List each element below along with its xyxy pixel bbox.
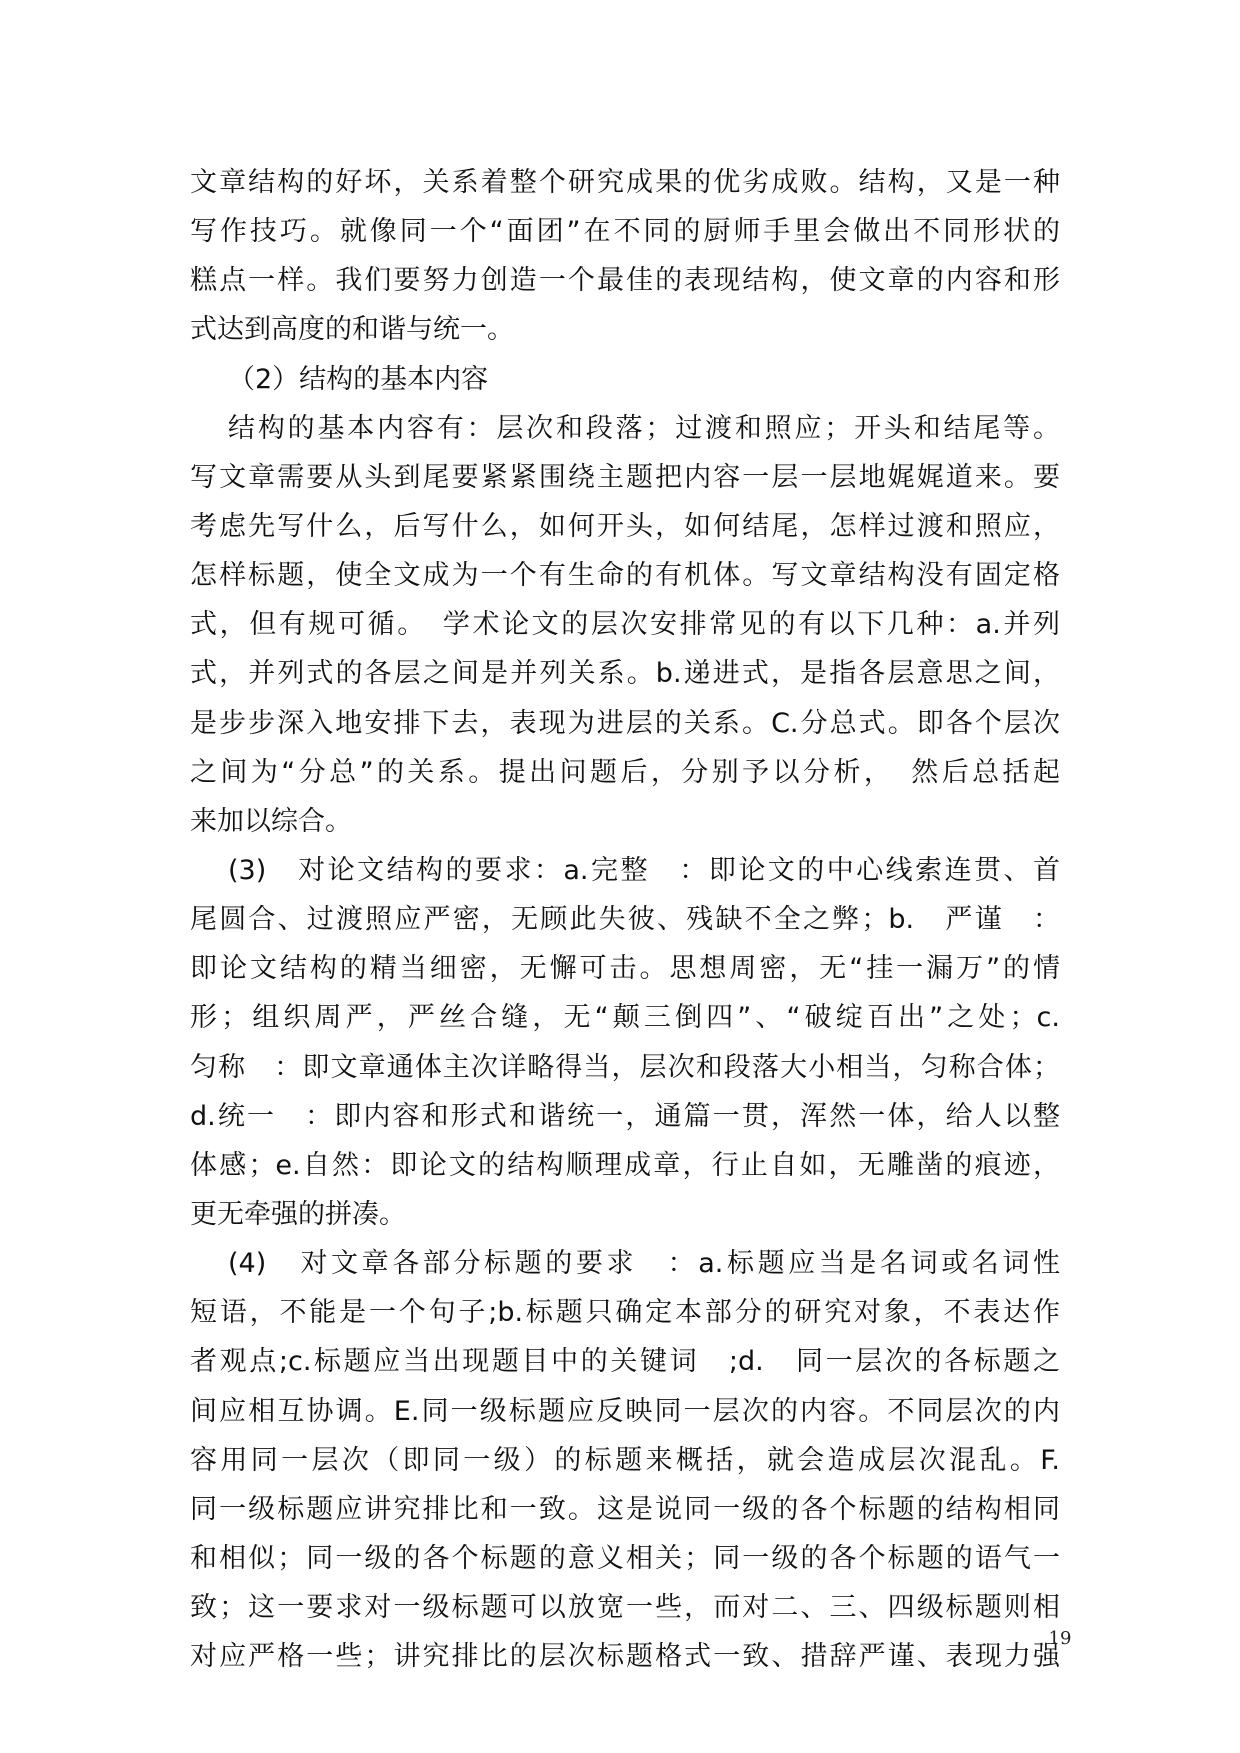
- text-line: 形；组织周严，严丝合缝，无“颠三倒四”、“破绽百出”之处；c.: [190, 1002, 1060, 1034]
- text-line: 怎样标题，使全文成为一个有生命的有机体。写文章结构没有固定格: [190, 560, 1060, 592]
- text-line: 更无牵强的拼凑。: [190, 1198, 406, 1230]
- text-line: 结构的基本内容有：层次和段落；过渡和照应；开头和结尾等。: [228, 412, 1060, 444]
- text-line: 写作技巧。就像同一个“面团”在不同的厨师手里会做出不同形状的: [190, 216, 1060, 248]
- text-line: （2）结构的基本内容: [228, 363, 489, 395]
- text-line: 短语，不能是一个句子;b.标题只确定本部分的研究对象，不表达作: [190, 1297, 1060, 1329]
- text-line: 文章结构的好坏，关系着整个研究成果的优劣成败。结构，又是一种: [190, 167, 1060, 198]
- text-line: 致；这一要求对一级标题可以放宽一些，而对二、三、四级标题则相: [190, 1592, 1060, 1624]
- text-line: 容用同一层次（即同一级）的标题来概括，就会造成层次混乱。F.: [190, 1444, 1060, 1476]
- text-line: 式达到高度的和谐与统一。: [190, 314, 514, 346]
- text-line: 考虑先写什么，后写什么，如何开头，如何结尾，怎样过渡和照应，: [190, 510, 1060, 542]
- text-line: 尾圆合、过渡照应严密，无顾此失彼、残缺不全之弊；b. 严谨 ：: [190, 904, 1060, 936]
- text-line: (3) 对论文结构的要求：a.完整 ：即论文的中心线索连贯、首: [228, 854, 1060, 886]
- text-line: (4) 对文章各部分标题的要求 ：a.标题应当是名词或名词性: [228, 1248, 1060, 1280]
- text-line: 式，并列式的各层之间是并列关系。b.递进式，是指各层意思之间，: [190, 658, 1060, 690]
- text-line: 糕点一样。我们要努力创造一个最佳的表现结构，使文章的内容和形: [190, 265, 1060, 297]
- page-number: 19: [1048, 1628, 1072, 1649]
- text-line: 体感；e.自然：即论文的结构顺理成章，行止自如，无雕凿的痕迹，: [190, 1149, 1060, 1181]
- text-line: 即论文结构的精当细密，无懈可击。思想周密，无“挂一漏万”的情: [190, 953, 1060, 985]
- text-line: 之间为“分总”的关系。提出问题后，分别予以分析， 然后总括起: [190, 756, 1060, 788]
- text-line: 同一级标题应讲究排比和一致。这是说同一级的各个标题的结构相同: [190, 1493, 1060, 1525]
- text-line: 匀称 ：即文章通体主次详略得当，层次和段落大小相当，匀称合体；: [190, 1051, 1060, 1083]
- body-text: [190, 158, 1060, 1681]
- text-line: 来加以综合。: [190, 805, 352, 837]
- text-line: 写文章需要从头到尾要紧紧围绕主题把内容一层一层地娓娓道来。要: [190, 461, 1060, 493]
- text-line: 式，但有规可循。 学术论文的层次安排常见的有以下几种：a.并列: [190, 609, 1060, 641]
- text-line: 是步步深入地安排下去，表现为进层的关系。C.分总式。即各个层次: [190, 707, 1060, 739]
- text-line: 对应严格一些；讲究排比的层次标题格式一致、措辞严谨、表现力强: [190, 1641, 1060, 1673]
- text-line: 间应相互协调。E.同一级标题应反映同一层次的内容。不同层次的内: [190, 1395, 1060, 1427]
- text-line: d.统一 ：即内容和形式和谐统一，通篇一贯，浑然一体，给人以整: [190, 1100, 1060, 1132]
- text-line: 者观点;c.标题应当出现题目中的关键词 ;d. 同一层次的各标题之: [190, 1346, 1060, 1378]
- text-line: 和相似；同一级的各个标题的意义相关；同一级的各个标题的语气一: [190, 1542, 1060, 1574]
